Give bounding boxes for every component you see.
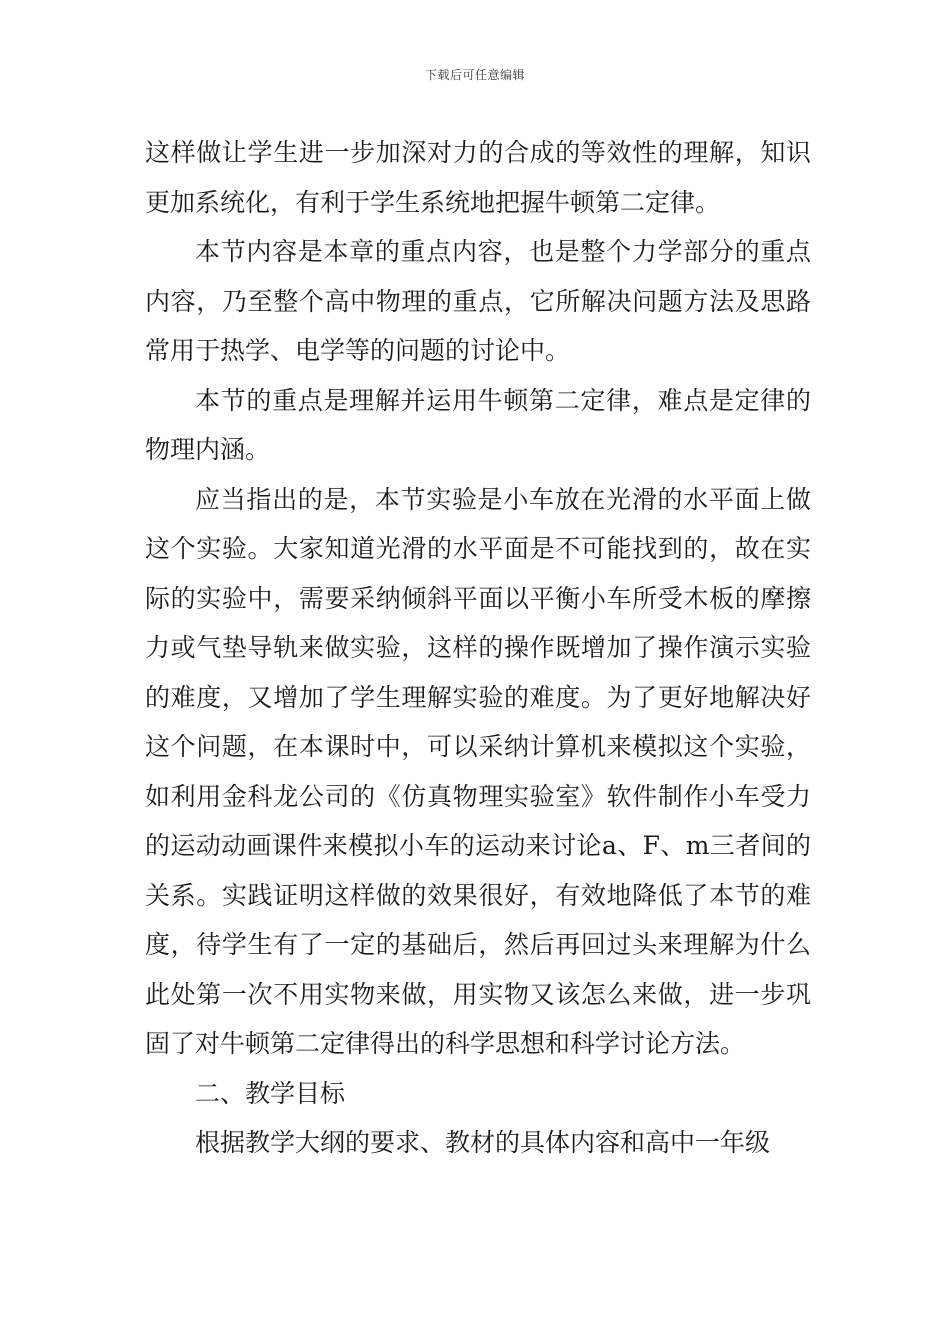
paragraph-experiment-note: 应当指出的是，本节实验是小车放在光滑的水平面上做这个实验。大家知道光滑的水平面是不可能找到的，故在实际的实验中，需要采纳倾斜平面以平衡小车所受木板的摩擦力或气垫导轨来做实验，这样的操作既增加了操作演示实验的难度，又增加了学生理解实验的难度。为了更好地解决好这个问题，在本课时中，可以采纳计算机来模拟这个实验，如利用金科龙公司的《仿真物理实验室》软件制作小车受力的运动动画课件来模拟小车的运动来讨论a、F、m三者间的关系。实践证明这样做的效果很好，有效地降低了本节的难度，待学生有了一定的基础后，然后再回过头来理解为什么此处第一次不用实物来做，用实物又该怎么来做，进一步巩固了对牛顿第二定律得出的科学思想和科学讨论方法。 [145,484,811,1058]
paragraph-key-content: 本节内容是本章的重点内容，也是整个力学部分的重点内容，乃至整个高中物理的重点，它所解决问题方法及思路常用于热学、电学等的问题的讨论中。 [145,237,811,365]
paragraph-focus-difficulty: 本节的重点是理解并运用牛顿第二定律，难点是定律的物理内涵。 [145,385,811,464]
section-heading-teaching-goals: 二、教学目标 [195,1078,346,1108]
paragraph-goals-intro: 根据教学大纲的要求、教材的具体内容和高中一年级 [195,1128,771,1157]
paragraph-continuation: 这样做让学生进一步加深对力的合成的等效性的理解，知识更加系统化，有利于学生系统地把握牛顿第二定律。 [145,138,811,217]
document-body [145,128,811,1168]
page-header: 下载后可任意编辑 [424,68,525,82]
